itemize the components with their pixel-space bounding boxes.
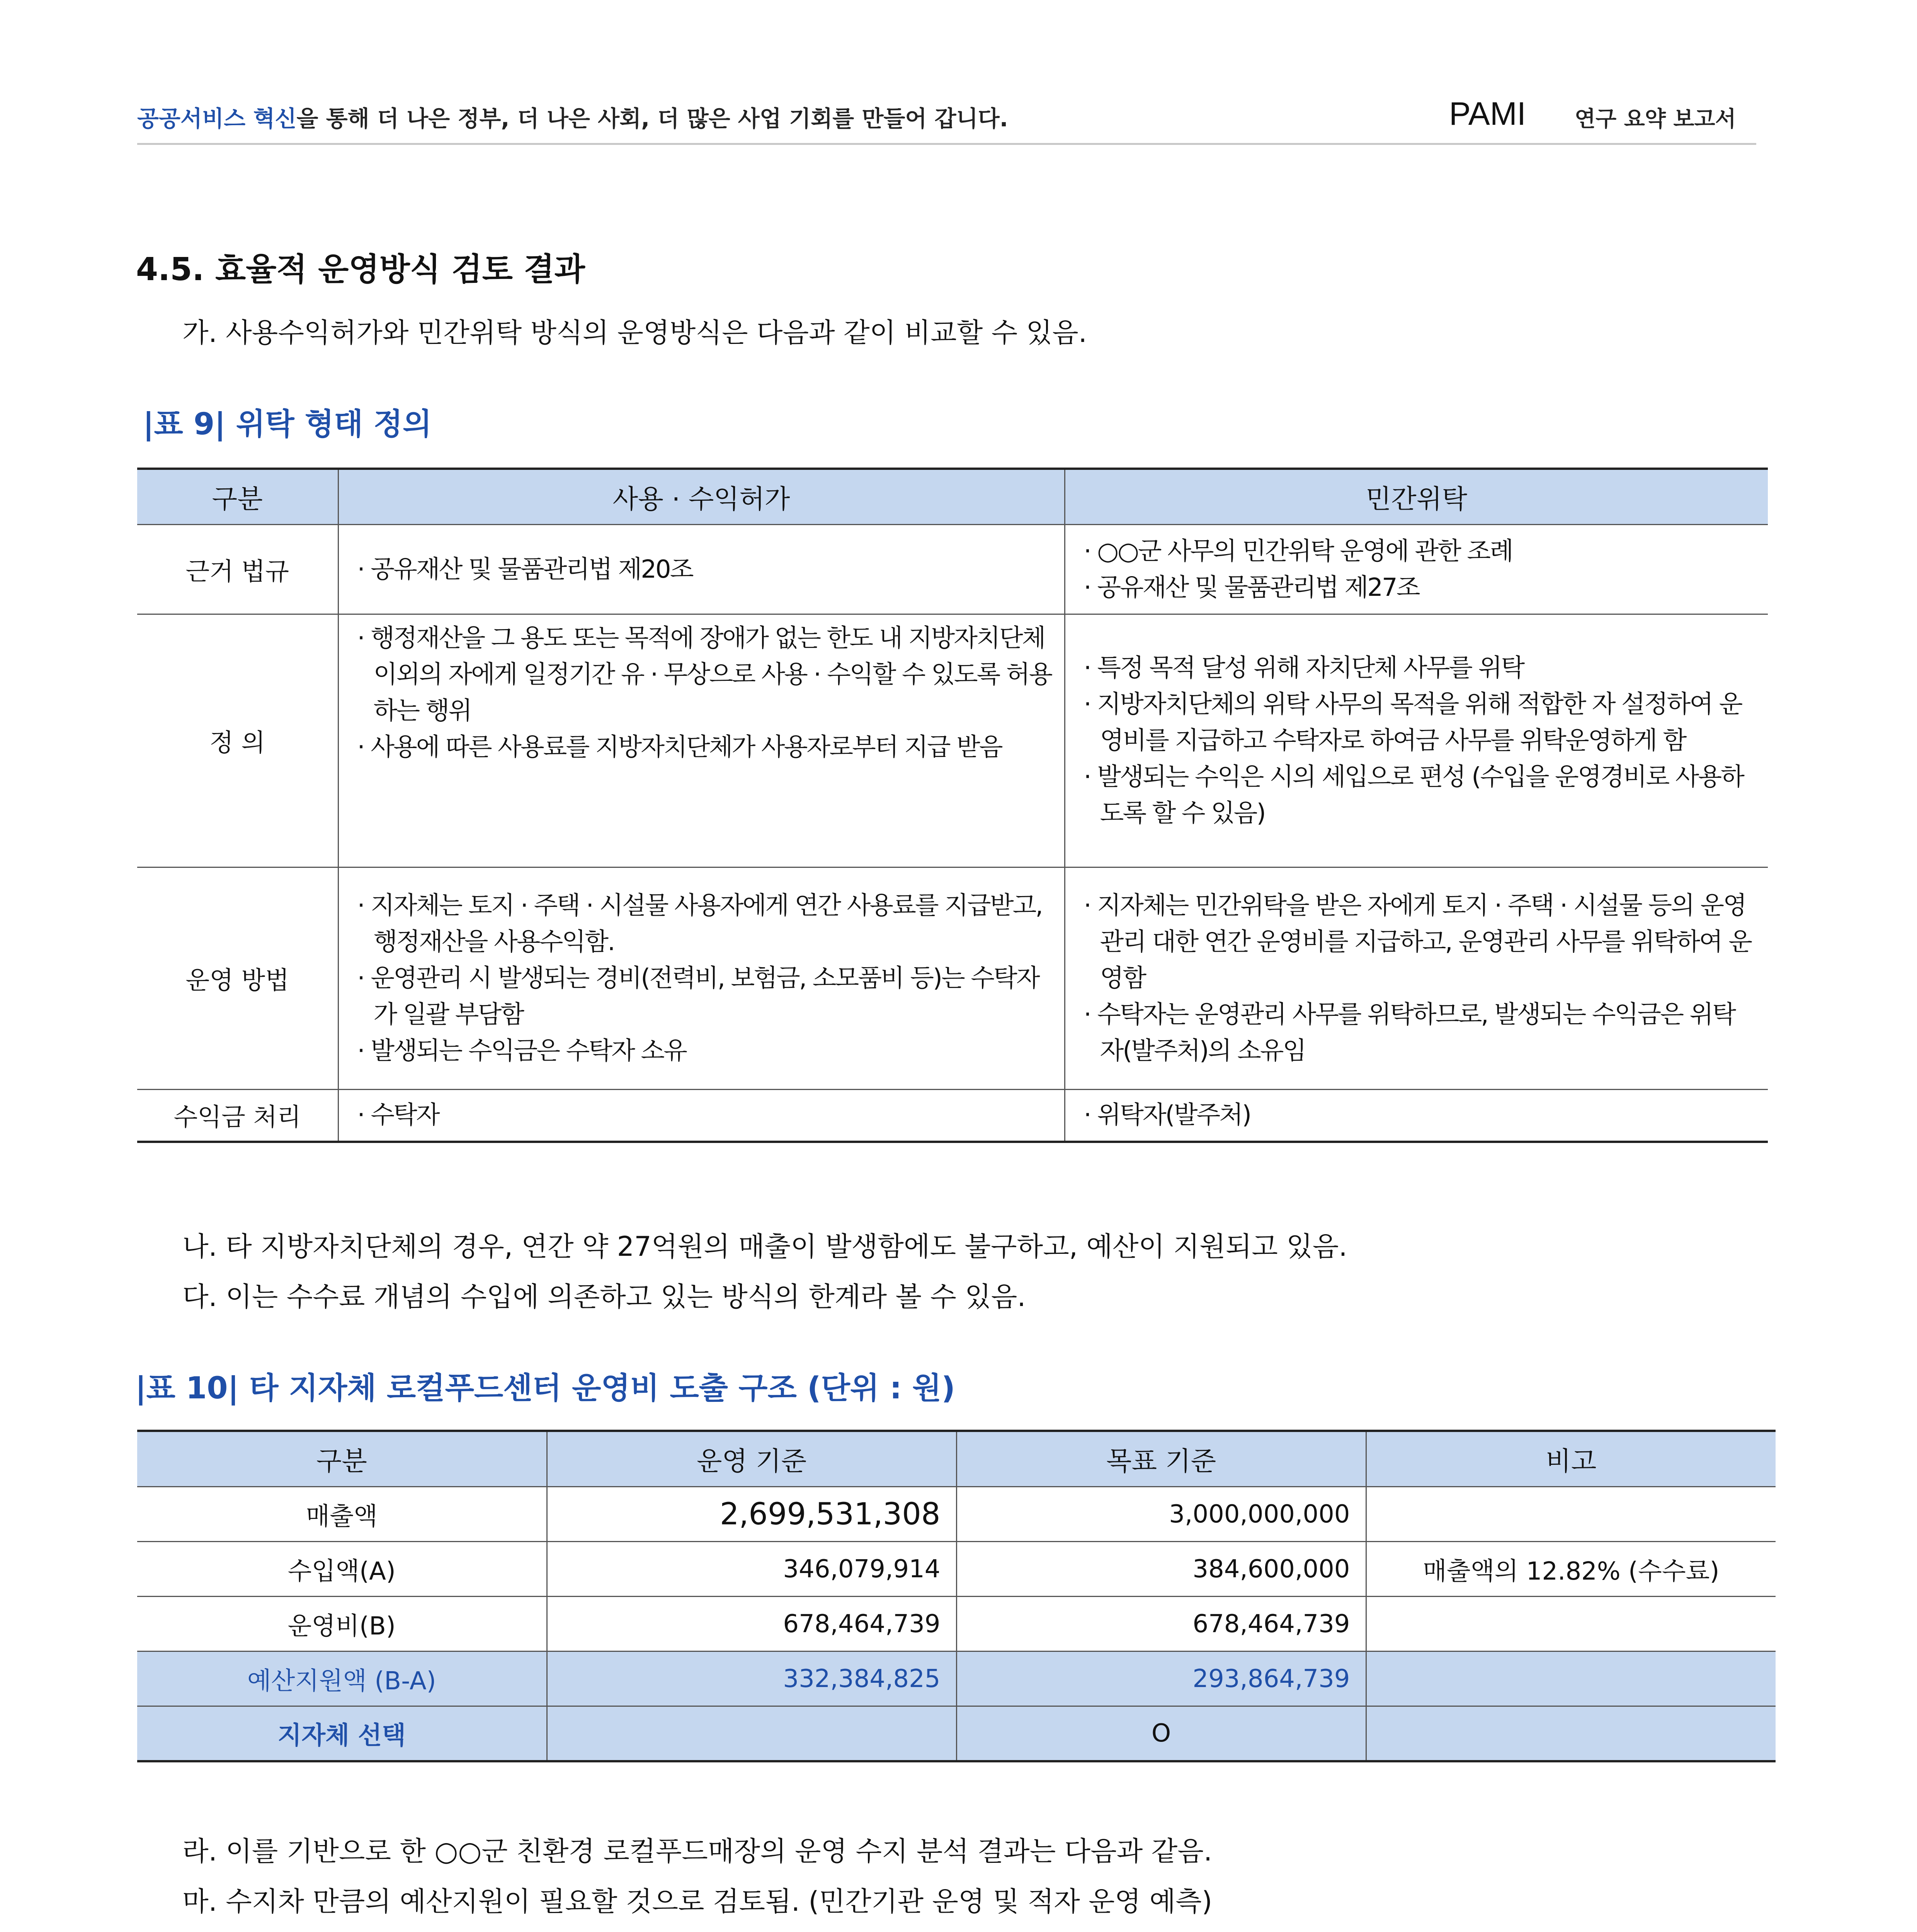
list-item: · 수탁자는 운영관리 사무를 위탁하므로, 발생되는 수익금은 위탁자(발주처)의 소유임 [1084,1000,1735,1065]
note-cell [1366,1651,1776,1706]
table9 [137,468,1768,1143]
row-label: 운영 방법 [137,867,338,1090]
list-item: · 행정재산을 그 용도 또는 목적에 장애가 없는 한도 내 지방자치단체 이외의 자에게 일정기간 유 · 무상으로 사용 · 수익할 수 있도록 허용하는 행위 [357,624,1052,725]
operating-value: 2,699,531,308 [547,1487,956,1542]
list-item: · 지자체는 토지 · 주택 · 시설물 사용자에게 연간 사용료를 지급받고, 행정재산을 사용수익함. [357,891,1042,956]
list-item: · 공유재산 및 물품관리법 제20조 [357,555,693,584]
note-cell [1366,1706,1776,1761]
table-row [137,1090,1768,1142]
list-item: · 특정 목적 달성 위해 자치단체 사무를 위탁 [1084,654,1524,682]
paragraph-ra: 라. 이를 기반으로 한 ○○군 친환경 로컬푸드매장의 운영 수지 분석 결과는 다음과 같음. [182,1835,1213,1867]
table9-title: |표 9| 위탁 형태 정의 [143,407,432,442]
permit-cell [338,525,1065,614]
table-row [137,525,1768,614]
table10-header-cell: 구분 [137,1431,547,1487]
list-item: · 지방자치단체의 위탁 사무의 목적을 위해 적합한 자 설정하여 운영비를 지급하고 수탁자로 하여금 사무를 위탁운영하게 함 [1084,690,1742,755]
table10 [137,1430,1776,1762]
table-row [137,1487,1776,1542]
table10-header-row [137,1431,1776,1487]
table10-title: |표 10| 타 지자체 로컬푸드센터 운영비 도출 구조 (단위 : 원) [135,1371,955,1406]
header-slogan [137,100,1008,133]
slogan-highlight: 공공서비스 혁신 [137,105,297,132]
list-item: · ○○군 사무의 민간위탁 운영에 관한 조례 [1084,537,1512,566]
target-value: O [956,1706,1366,1761]
paragraph-ga: 가. 사용수익허가와 민간위탁 방식의 운영방식은 다음과 같이 비교할 수 있음. [182,317,1087,349]
row-label: 정 의 [137,614,338,867]
consign-cell [1065,867,1768,1090]
table9-header-row [137,469,1768,525]
operating-value [547,1706,956,1761]
list-item: · 수탁자 [357,1101,439,1130]
permit-cell [338,1090,1065,1142]
target-value: 384,600,000 [956,1542,1366,1597]
table10-header-cell: 목표 기준 [956,1431,1366,1487]
page-header [137,93,1756,145]
list-item: · 발생되는 수익금은 수탁자 소유 [357,1037,686,1065]
list-item: · 지자체는 민간위탁을 받은 자에게 토지 · 주택 · 시설물 등의 운영관리 대한 연간 운영비를 지급하고, 운영관리 사무를 위탁하여 운영함 [1084,891,1752,993]
row-label: 지자체 선택 [137,1706,547,1761]
consign-cell [1065,1090,1768,1142]
row-label: 운영비(B) [137,1597,547,1651]
table-row-highlight [137,1651,1776,1706]
slogan-rest: 을 통해 더 나은 정부, 더 나은 사회, 더 많은 사업 기회를 만들어 갑니다. [296,105,1008,132]
row-label: 매출액 [137,1487,547,1542]
operating-value: 678,464,739 [547,1597,956,1651]
target-value: 678,464,739 [956,1597,1366,1651]
target-value: 3,000,000,000 [956,1487,1366,1542]
permit-cell [338,867,1065,1090]
paragraph-da: 다. 이는 수수료 개념의 수입에 의존하고 있는 방식의 한계라 볼 수 있음. [182,1281,1026,1313]
list-item: · 공유재산 및 물품관리법 제27조 [1084,573,1419,602]
consign-cell [1065,614,1768,867]
table9-header-cell: 민간위탁 [1065,469,1768,525]
row-label: 수익금 처리 [137,1090,338,1142]
table10-header-cell: 운영 기준 [547,1431,956,1487]
table9-header-cell: 구분 [137,469,338,525]
operating-value: 346,079,914 [547,1542,956,1597]
row-label: 예산지원액 (B-A) [137,1651,547,1706]
note-cell [1366,1597,1776,1651]
section-title: 4.5. 효율적 운영방식 검토 결과 [136,251,585,288]
permit-cell [338,614,1065,867]
table-row [137,867,1768,1090]
operating-value: 332,384,825 [547,1651,956,1706]
table10-header-cell: 비고 [1366,1431,1776,1487]
table-row [137,1542,1776,1597]
row-label: 근거 법규 [137,525,338,614]
header-report-label: 연구 요약 보고서 [1575,107,1736,132]
list-item: · 사용에 따른 사용료를 지방자치단체가 사용자로부터 지급 받음 [357,733,1002,762]
consign-cell [1065,525,1768,614]
table-row [137,1597,1776,1651]
list-item: · 운영관리 시 발생되는 경비(전력비, 보험금, 소모품비 등)는 수탁자가 일괄 부담함 [357,964,1039,1029]
table9-header-cell: 사용 · 수익허가 [338,469,1065,525]
list-item: · 발생되는 수익은 시의 세입으로 편성 (수입을 운영경비로 사용하도록 할 수 있음) [1084,763,1744,828]
note-cell [1366,1487,1776,1542]
paragraph-ma: 마. 수지차 만큼의 예산지원이 필요할 것으로 검토됨. (민간기관 운영 및 적자 운영 예측) [182,1886,1213,1917]
table-row [137,614,1768,867]
target-value: 293,864,739 [956,1651,1366,1706]
paragraph-na: 나. 타 지방자치단체의 경우, 연간 약 27억원의 매출이 발생함에도 불구하고, 예산이 지원되고 있음. [182,1231,1347,1262]
row-label: 수입액(A) [137,1542,547,1597]
header-brand: PAMI [1449,95,1526,132]
table-row-highlight [137,1706,1776,1761]
list-item: · 위탁자(발주처) [1084,1101,1251,1130]
note-cell: 매출액의 12.82% (수수료) [1366,1542,1776,1597]
